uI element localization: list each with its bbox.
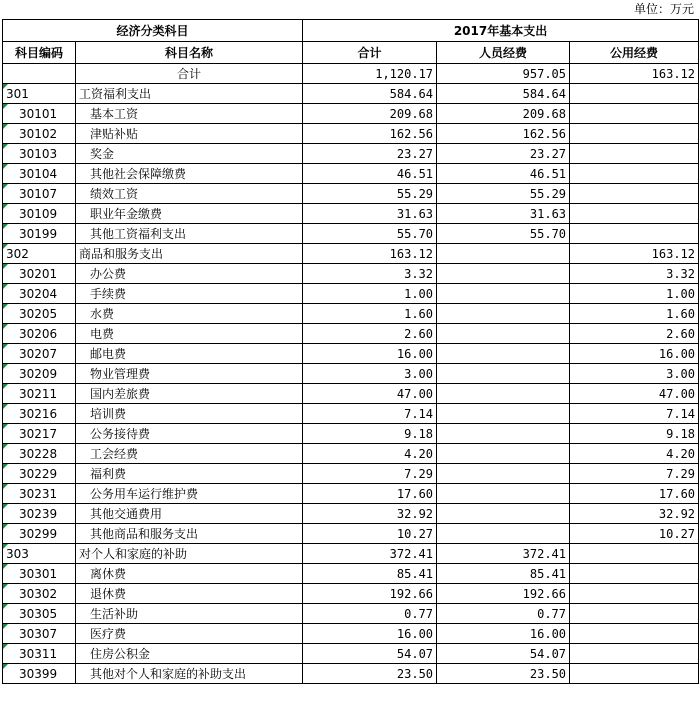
row-total: 32.92 bbox=[303, 504, 437, 524]
row-public bbox=[570, 184, 699, 204]
row-name: 绩效工资 bbox=[76, 184, 303, 204]
col-header-personnel: 人员经费 bbox=[437, 42, 570, 64]
table-row bbox=[3, 364, 699, 384]
row-total: 3.32 bbox=[303, 264, 437, 284]
row-code: 30204 bbox=[3, 284, 76, 304]
row-public: 32.92 bbox=[570, 504, 699, 524]
row-name: 其他工资福利支出 bbox=[76, 224, 303, 244]
row-code: 30109 bbox=[3, 204, 76, 224]
table-row bbox=[3, 464, 699, 484]
row-name: 工资福利支出 bbox=[76, 84, 303, 104]
row-public bbox=[570, 544, 699, 564]
row-public: 2.60 bbox=[570, 324, 699, 344]
table-row bbox=[3, 624, 699, 644]
table-row bbox=[3, 144, 699, 164]
row-total: 16.00 bbox=[303, 624, 437, 644]
row-total: 2.60 bbox=[303, 324, 437, 344]
row-name: 奖金 bbox=[76, 144, 303, 164]
row-code: 30207 bbox=[3, 344, 76, 364]
row-total: 55.70 bbox=[303, 224, 437, 244]
row-code: 30399 bbox=[3, 664, 76, 684]
row-public bbox=[570, 624, 699, 644]
row-total: 0.77 bbox=[303, 604, 437, 624]
table-row bbox=[3, 164, 699, 184]
row-code: 30199 bbox=[3, 224, 76, 244]
row-public: 1.60 bbox=[570, 304, 699, 324]
row-code: 30103 bbox=[3, 144, 76, 164]
col-header-name: 科目名称 bbox=[76, 42, 303, 64]
header-basic-expenditure: 2017年基本支出 bbox=[303, 20, 699, 42]
row-code: 30209 bbox=[3, 364, 76, 384]
col-header-public: 公用经费 bbox=[570, 42, 699, 64]
row-code: 30206 bbox=[3, 324, 76, 344]
row-total: 16.00 bbox=[303, 344, 437, 364]
table-row bbox=[3, 664, 699, 684]
total-code-cell bbox=[3, 64, 76, 84]
row-personnel bbox=[437, 284, 570, 304]
row-name: 邮电费 bbox=[76, 344, 303, 364]
row-code: 30216 bbox=[3, 404, 76, 424]
table-row bbox=[3, 124, 699, 144]
table-row bbox=[3, 304, 699, 324]
row-total: 372.41 bbox=[303, 544, 437, 564]
row-personnel bbox=[437, 404, 570, 424]
row-personnel bbox=[437, 384, 570, 404]
row-personnel: 584.64 bbox=[437, 84, 570, 104]
row-personnel: 23.27 bbox=[437, 144, 570, 164]
row-personnel: 31.63 bbox=[437, 204, 570, 224]
row-total: 7.14 bbox=[303, 404, 437, 424]
row-personnel: 54.07 bbox=[437, 644, 570, 664]
row-total: 10.27 bbox=[303, 524, 437, 544]
total-sum: 1,120.17 bbox=[303, 64, 437, 84]
row-public bbox=[570, 144, 699, 164]
row-code: 30239 bbox=[3, 504, 76, 524]
row-personnel bbox=[437, 344, 570, 364]
row-name: 其他对个人和家庭的补助支出 bbox=[76, 664, 303, 684]
table-row bbox=[3, 584, 699, 604]
row-total: 163.12 bbox=[303, 244, 437, 264]
row-public: 17.60 bbox=[570, 484, 699, 504]
row-public bbox=[570, 664, 699, 684]
row-personnel: 55.70 bbox=[437, 224, 570, 244]
row-name: 公务接待费 bbox=[76, 424, 303, 444]
row-total: 31.63 bbox=[303, 204, 437, 224]
row-personnel bbox=[437, 484, 570, 504]
row-total: 23.27 bbox=[303, 144, 437, 164]
row-personnel bbox=[437, 464, 570, 484]
row-public: 3.00 bbox=[570, 364, 699, 384]
row-name: 医疗费 bbox=[76, 624, 303, 644]
row-name: 对个人和家庭的补助 bbox=[76, 544, 303, 564]
table-row bbox=[3, 284, 699, 304]
row-public bbox=[570, 224, 699, 244]
row-total: 4.20 bbox=[303, 444, 437, 464]
row-personnel: 55.29 bbox=[437, 184, 570, 204]
row-code: 30102 bbox=[3, 124, 76, 144]
row-code: 30101 bbox=[3, 104, 76, 124]
row-code: 30229 bbox=[3, 464, 76, 484]
row-personnel bbox=[437, 324, 570, 344]
row-personnel: 372.41 bbox=[437, 544, 570, 564]
row-personnel: 0.77 bbox=[437, 604, 570, 624]
row-name: 商品和服务支出 bbox=[76, 244, 303, 264]
row-code: 30201 bbox=[3, 264, 76, 284]
col-header-code: 科目编码 bbox=[3, 42, 76, 64]
row-personnel: 46.51 bbox=[437, 164, 570, 184]
row-name: 其他交通费用 bbox=[76, 504, 303, 524]
row-total: 17.60 bbox=[303, 484, 437, 504]
row-total: 162.56 bbox=[303, 124, 437, 144]
row-personnel: 16.00 bbox=[437, 624, 570, 644]
row-public bbox=[570, 584, 699, 604]
row-name: 公务用车运行维护费 bbox=[76, 484, 303, 504]
row-public: 1.00 bbox=[570, 284, 699, 304]
table-row bbox=[3, 504, 699, 524]
row-name: 电费 bbox=[76, 324, 303, 344]
row-code: 30205 bbox=[3, 304, 76, 324]
row-public bbox=[570, 164, 699, 184]
row-name: 生活补助 bbox=[76, 604, 303, 624]
row-code: 30228 bbox=[3, 444, 76, 464]
row-code: 301 bbox=[3, 84, 76, 104]
row-name: 其他社会保障缴费 bbox=[76, 164, 303, 184]
row-code: 30311 bbox=[3, 644, 76, 664]
row-public bbox=[570, 644, 699, 664]
table-row bbox=[3, 324, 699, 344]
row-personnel bbox=[437, 364, 570, 384]
unit-label: 单位：万元 bbox=[633, 2, 694, 16]
row-code: 30104 bbox=[3, 164, 76, 184]
row-name: 基本工资 bbox=[76, 104, 303, 124]
total-row bbox=[3, 64, 699, 84]
row-public: 3.32 bbox=[570, 264, 699, 284]
row-name: 职业年金缴费 bbox=[76, 204, 303, 224]
row-personnel: 209.68 bbox=[437, 104, 570, 124]
row-code: 30231 bbox=[3, 484, 76, 504]
table-row bbox=[3, 104, 699, 124]
table-row bbox=[3, 424, 699, 444]
row-personnel bbox=[437, 444, 570, 464]
row-total: 584.64 bbox=[303, 84, 437, 104]
row-personnel bbox=[437, 264, 570, 284]
row-code: 30302 bbox=[3, 584, 76, 604]
budget-table bbox=[2, 19, 699, 684]
row-name: 物业管理费 bbox=[76, 364, 303, 384]
row-code: 30217 bbox=[3, 424, 76, 444]
row-code: 303 bbox=[3, 544, 76, 564]
row-personnel: 23.50 bbox=[437, 664, 570, 684]
row-public: 7.14 bbox=[570, 404, 699, 424]
header-column-row bbox=[3, 42, 699, 64]
row-total: 1.60 bbox=[303, 304, 437, 324]
total-personnel: 957.05 bbox=[437, 64, 570, 84]
row-public: 10.27 bbox=[570, 524, 699, 544]
row-public bbox=[570, 124, 699, 144]
row-total: 3.00 bbox=[303, 364, 437, 384]
header-economic-category: 经济分类科目 bbox=[3, 20, 303, 42]
row-personnel bbox=[437, 504, 570, 524]
table-row bbox=[3, 244, 699, 264]
row-name: 住房公积金 bbox=[76, 644, 303, 664]
row-public bbox=[570, 564, 699, 584]
table-row bbox=[3, 484, 699, 504]
row-personnel bbox=[437, 424, 570, 444]
row-total: 47.00 bbox=[303, 384, 437, 404]
row-public: 4.20 bbox=[570, 444, 699, 464]
row-name: 手续费 bbox=[76, 284, 303, 304]
table-row bbox=[3, 344, 699, 364]
row-total: 23.50 bbox=[303, 664, 437, 684]
row-code: 30211 bbox=[3, 384, 76, 404]
row-name: 培训费 bbox=[76, 404, 303, 424]
row-personnel: 192.66 bbox=[437, 584, 570, 604]
row-name: 离休费 bbox=[76, 564, 303, 584]
table-row bbox=[3, 524, 699, 544]
row-code: 30305 bbox=[3, 604, 76, 624]
row-public bbox=[570, 104, 699, 124]
table-row bbox=[3, 224, 699, 244]
row-name: 国内差旅费 bbox=[76, 384, 303, 404]
table-row bbox=[3, 444, 699, 464]
row-total: 7.29 bbox=[303, 464, 437, 484]
table-row bbox=[3, 184, 699, 204]
table-row bbox=[3, 644, 699, 664]
table-row bbox=[3, 564, 699, 584]
row-name: 工会经费 bbox=[76, 444, 303, 464]
row-personnel bbox=[437, 244, 570, 264]
row-code: 30301 bbox=[3, 564, 76, 584]
row-code: 30307 bbox=[3, 624, 76, 644]
row-public: 7.29 bbox=[570, 464, 699, 484]
row-total: 9.18 bbox=[303, 424, 437, 444]
table-row bbox=[3, 604, 699, 624]
table-row bbox=[3, 384, 699, 404]
row-code: 30107 bbox=[3, 184, 76, 204]
row-public: 47.00 bbox=[570, 384, 699, 404]
row-public: 16.00 bbox=[570, 344, 699, 364]
table-row bbox=[3, 84, 699, 104]
row-total: 192.66 bbox=[303, 584, 437, 604]
row-name: 其他商品和服务支出 bbox=[76, 524, 303, 544]
col-header-total: 合计 bbox=[303, 42, 437, 64]
row-public bbox=[570, 604, 699, 624]
row-name: 退休费 bbox=[76, 584, 303, 604]
row-total: 85.41 bbox=[303, 564, 437, 584]
row-code: 30299 bbox=[3, 524, 76, 544]
row-public bbox=[570, 84, 699, 104]
row-public: 163.12 bbox=[570, 244, 699, 264]
table-row bbox=[3, 204, 699, 224]
row-personnel: 162.56 bbox=[437, 124, 570, 144]
row-personnel bbox=[437, 304, 570, 324]
row-total: 46.51 bbox=[303, 164, 437, 184]
table-row bbox=[3, 544, 699, 564]
row-total: 54.07 bbox=[303, 644, 437, 664]
row-name: 津贴补贴 bbox=[76, 124, 303, 144]
header-group-row bbox=[3, 20, 699, 42]
total-label: 合计 bbox=[76, 64, 303, 84]
row-total: 209.68 bbox=[303, 104, 437, 124]
row-name: 福利费 bbox=[76, 464, 303, 484]
row-personnel bbox=[437, 524, 570, 544]
total-public: 163.12 bbox=[570, 64, 699, 84]
table-row bbox=[3, 264, 699, 284]
row-name: 办公费 bbox=[76, 264, 303, 284]
row-code: 302 bbox=[3, 244, 76, 264]
row-personnel: 85.41 bbox=[437, 564, 570, 584]
row-name: 水费 bbox=[76, 304, 303, 324]
row-total: 1.00 bbox=[303, 284, 437, 304]
table-row bbox=[3, 404, 699, 424]
row-public bbox=[570, 204, 699, 224]
row-total: 55.29 bbox=[303, 184, 437, 204]
row-public: 9.18 bbox=[570, 424, 699, 444]
